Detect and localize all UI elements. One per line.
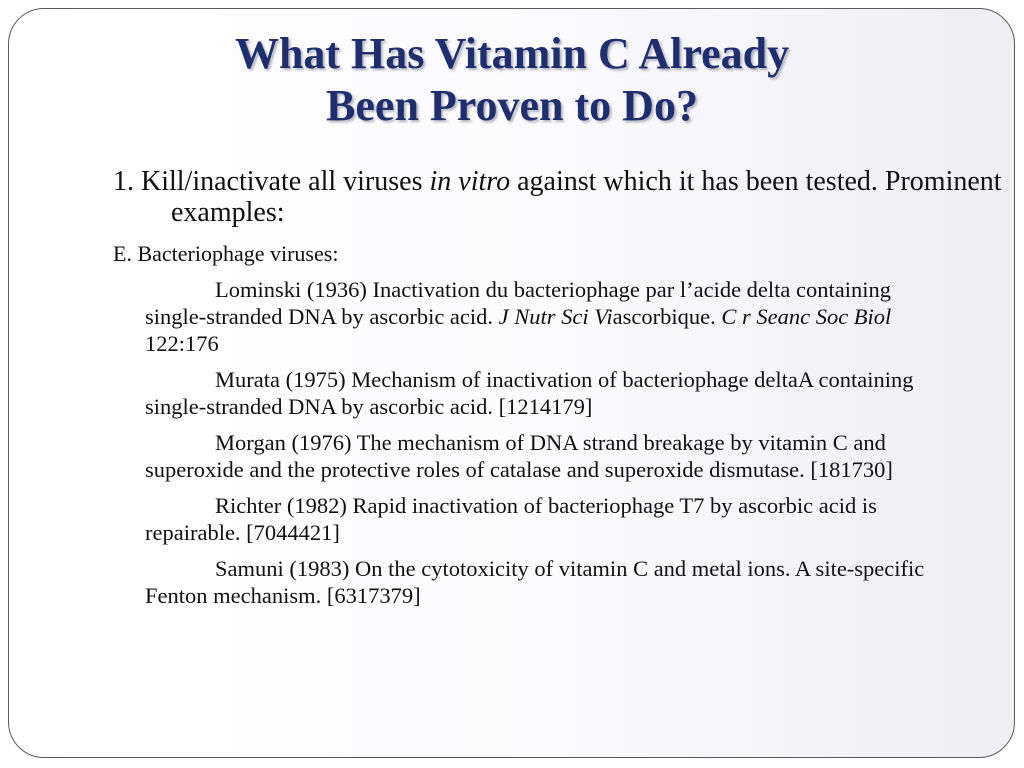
- reference-item: Morgan (1976) The mechanism of DNA strand breakage by vitamin C and superoxide and the protective roles of catalase and superoxide dismutase. [181730]: [145, 430, 893, 482]
- reference-list: [145, 276, 955, 618]
- ref-journal: C r Seanc Soc Biol: [721, 304, 892, 329]
- title-line-2: Been Proven to Do?: [326, 81, 698, 130]
- ref-journal: J Nutr Sci Vi: [498, 304, 613, 329]
- ref-text: Lominski (1936) Inactivation du bacteriophage par l’acide delta containing single-stranded DNA by ascorbic acid.: [145, 277, 892, 329]
- title-line-1: What Has Vitamin C Already: [234, 29, 790, 78]
- reference-item: Murata (1975) Mechanism of inactivation of bacteriophage deltaA containing single-stranded DNA by ascorbic acid. [1214179]: [145, 367, 914, 419]
- point1-tail: against which it has been tested. Prominent examples:: [171, 166, 1002, 228]
- reference-item: [145, 276, 955, 357]
- bullet-point-1: [113, 166, 1021, 228]
- ref-text: 122:176: [145, 331, 219, 356]
- point1-italic: in vitro: [429, 166, 511, 197]
- ref-text: ascorbique.: [612, 304, 722, 329]
- point1-lead: 1. Kill/inactivate all viruses: [113, 166, 430, 197]
- slide-title: [0, 28, 1024, 132]
- reference-item: Samuni (1983) On the cytotoxicity of vitamin C and metal ions. A site-specific Fenton mechanism. [6317379]: [145, 556, 925, 608]
- subheading-bacteriophage: E. Bacteriophage viruses:: [113, 241, 339, 266]
- reference-item: Richter (1982) Rapid inactivation of bacteriophage T7 by ascorbic acid is repairable. [7044421]: [145, 493, 877, 545]
